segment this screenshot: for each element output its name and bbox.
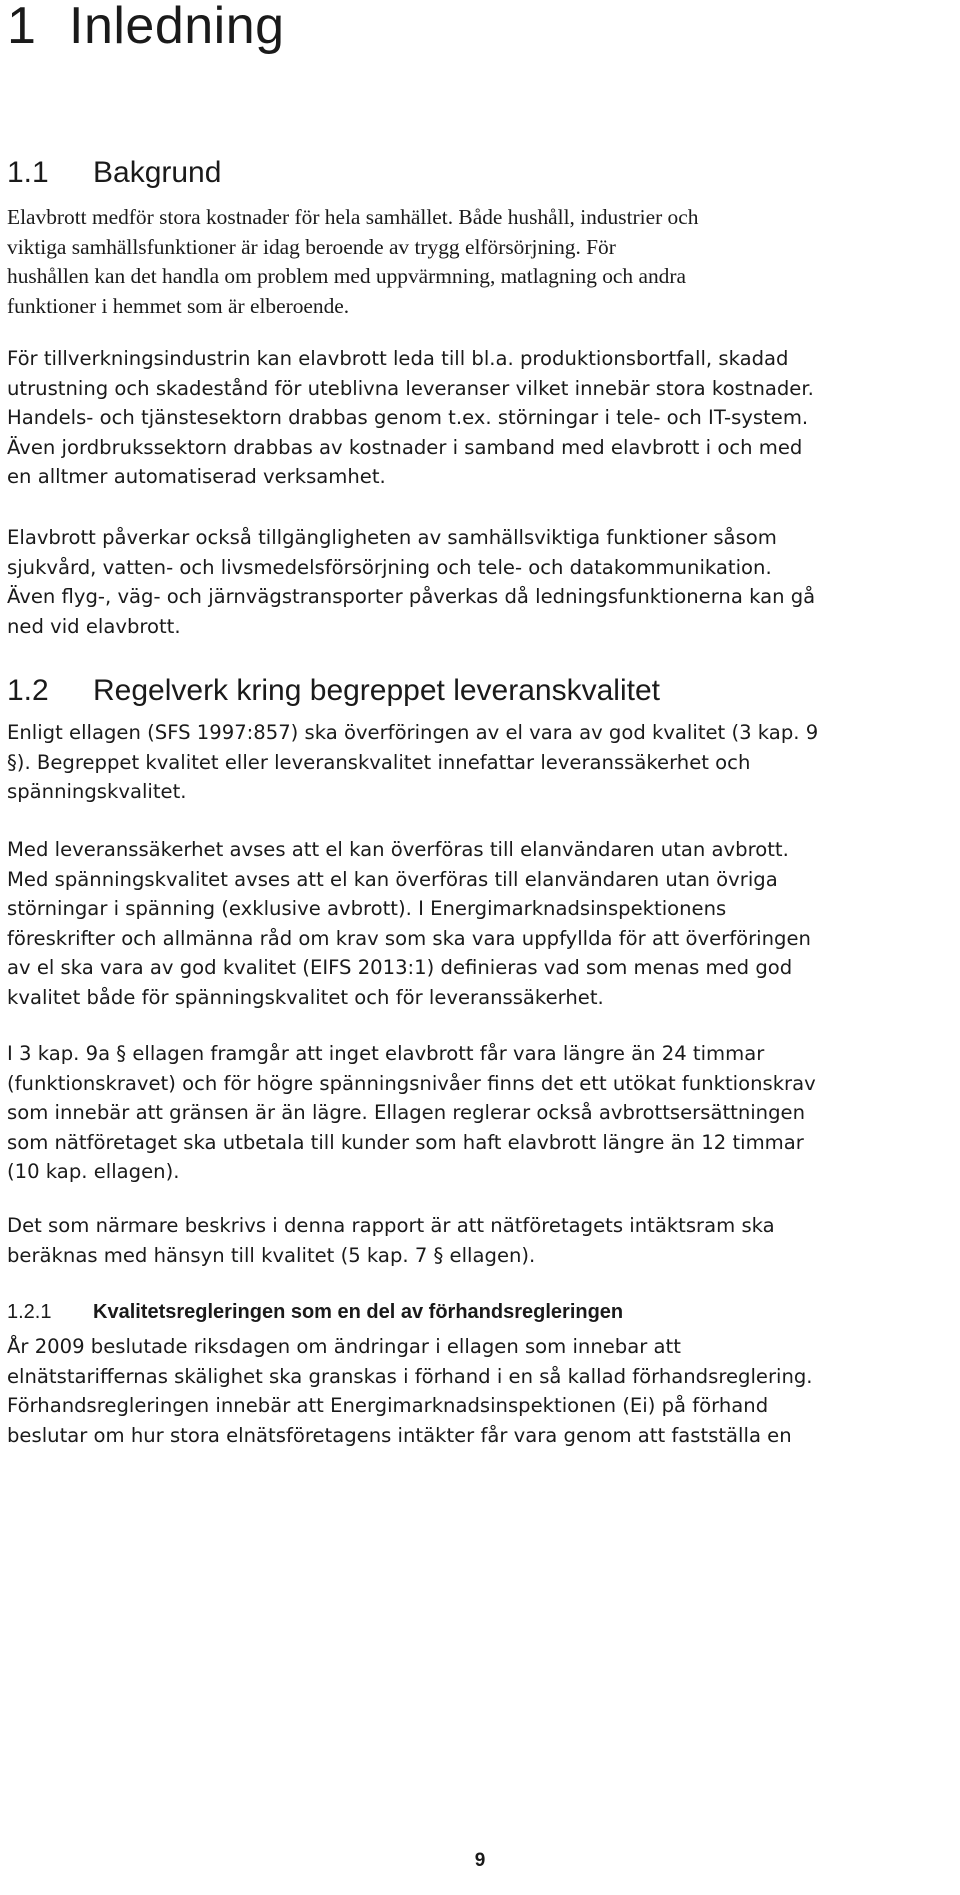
paragraph: År 2009 beslutade riksdagen om ändringar i ellagen som innebar att elnätstariffernas skälighet ska granskas i förhand i en så kallad förhandsreglering. Förhandsregleringen innebär att Energimarknadsinspektionen (Ei) på förhand beslutar om hur stora elnätsföretagens intäkter får vara genom att fastställa en <box>7 1335 813 1447</box>
page-number: 9 <box>474 1850 486 1871</box>
chapter-number: 1 <box>7 0 37 55</box>
chapter-title: Inledning <box>69 0 285 55</box>
chapter-heading <box>7 0 947 54</box>
subsection-title: Kvalitetsregleringen som en del av förhandsregleringen <box>93 1301 624 1323</box>
section-number: 1.2 <box>7 674 49 707</box>
paragraph: Enligt ellagen (SFS 1997:857) ska överföringen av el vara av god kvalitet (3 kap. 9 §). Begreppet kvalitet eller leveranskvalitet innefattar leveranssäkerhet och spänningskvalitet. <box>7 721 819 803</box>
paragraph: För tillverkningsindustrin kan elavbrott leda till bl.a. produktionsbortfall, skadad utrustning och skadestånd för uteblivna leveranser vilket innebär stora kostnader. Handels- och tjänstesektorn drabbas genom t.ex. störningar i tele- och IT-system. Även jordbrukssektorn drabbas av kostnader i samband med elavbrott i och med en alltmer automatiserad verksamhet. <box>7 347 814 488</box>
paragraph: Elavbrott medför stora kostnader för hela samhället. Både hushåll, industrier och viktiga samhällsfunktioner är idag beroende av trygg elförsörjning. För hushållen kan det handla om problem med uppvärmning, matlagning och andra funktioner i hemmet som är elberoende. <box>7 205 699 318</box>
section-title: Bakgrund <box>93 156 222 189</box>
subsection-heading-1-2-1 <box>7 1299 947 1325</box>
section-number: 1.1 <box>7 156 49 189</box>
section-title: Regelverk kring begreppet leveranskvalitet <box>93 674 660 707</box>
subsection-number: 1.2.1 <box>7 1301 52 1323</box>
paragraph: Elavbrott påverkar också tillgängligheten av samhällsviktiga funktioner såsom sjukvård, vatten- och livsmedelsförsörjning och tele- och datakommunikation. Även flyg-, väg- och järnvägstransporter påverkas då ledningsfunktionerna kan gå ned vid elavbrott. <box>7 526 816 638</box>
paragraph: Med leveranssäkerhet avses att el kan överföras till elanvändaren utan avbrott. Med spänningskvalitet avses att el kan överföras till elanvändaren utan övriga störningar i spänning (exklusive avbrott). I Energimarknadsinspektionens föreskrifter och allmänna råd om krav som ska vara uppfyllda för att överföringen av el ska vara av god kvalitet (EIFS 2013:1) definieras vad som menas med god kvalitet både för spänningskvalitet och för leveranssäkerhet. <box>7 838 811 1009</box>
paragraph: I 3 kap. 9a § ellagen framgår att inget elavbrott får vara längre än 24 timmar (funktionskravet) och för högre spänningsnivåer finns det ett utökat funktionskrav som innebär att gränsen är än lägre. Ellagen reglerar också avbrottsersättningen som nätföretaget ska utbetala till kunder som haft elavbrott längre än 12 timmar (10 kap. ellagen). <box>7 1042 816 1183</box>
paragraph: Det som närmare beskrivs i denna rapport är att nätföretagets intäktsram ska beräknas med hänsyn till kvalitet (5 kap. 7 § ellagen). <box>7 1214 775 1267</box>
section-heading-1-1 <box>7 155 947 191</box>
section-heading-1-2 <box>7 673 947 709</box>
